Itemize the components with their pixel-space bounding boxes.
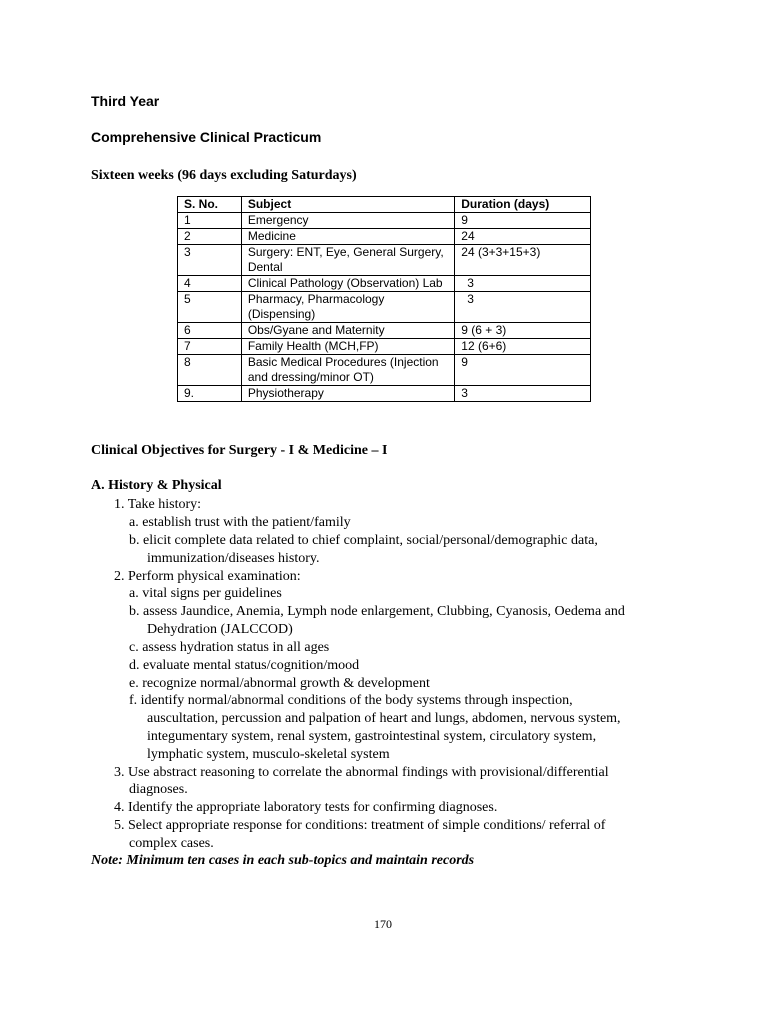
list-item: lymphatic system, musculo-skeletal system — [147, 747, 390, 762]
list-item: 2. Perform physical examination: — [114, 569, 301, 584]
list-item: f. identify normal/abnormal conditions of the body systems through inspection, — [129, 693, 573, 708]
cell-sno: 4 — [178, 276, 242, 292]
cell-duration: 9 — [455, 355, 591, 386]
cell-sno: 3 — [178, 245, 242, 276]
list-item: diagnoses. — [129, 782, 188, 797]
cell-duration: 3 — [455, 276, 591, 292]
cell-subject: Obs/Gyane and Maternity — [241, 323, 454, 339]
list-item: 5. Select appropriate response for conditions: treatment of simple conditions/ referral of — [114, 818, 606, 833]
heading-history-physical: A. History & Physical — [91, 478, 222, 493]
table-header-row — [178, 197, 591, 213]
list-item: c. assess hydration status in all ages — [129, 640, 330, 655]
list-item: a. vital signs per guidelines — [129, 586, 282, 601]
list-item: 4. Identify the appropriate laboratory tests for confirming diagnoses. — [114, 800, 498, 815]
table-row — [178, 386, 591, 402]
list-item: 3. Use abstract reasoning to correlate the abnormal findings with provisional/differential — [114, 765, 609, 780]
table-row — [178, 245, 591, 276]
cell-subject: Clinical Pathology (Observation) Lab — [241, 276, 454, 292]
cell-duration: 24 (3+3+15+3) — [455, 245, 591, 276]
list-item: auscultation, percussion and palpation of heart and lungs, abdomen, nervous system, — [147, 711, 621, 726]
list-item: b. elicit complete data related to chief complaint, social/personal/demographic data, — [129, 533, 598, 548]
cell-subject: Basic Medical Procedures (Injection and dressing/minor OT) — [241, 355, 454, 386]
note: Note: Minimum ten cases in each sub-topics and maintain records — [91, 853, 475, 868]
list-item: 1. Take history: — [114, 497, 202, 512]
cell-sno: 6 — [178, 323, 242, 339]
list-item: integumentary system, renal system, gastrointestinal system, circulatory system, — [147, 729, 597, 744]
cell-subject: Family Health (MCH,FP) — [241, 339, 454, 355]
heading-duration: Sixteen weeks (96 days excluding Saturdays) — [91, 168, 357, 183]
list-item: b. assess Jaundice, Anemia, Lymph node enlargement, Clubbing, Cyanosis, Oedema and — [129, 604, 625, 619]
cell-duration: 3 — [455, 386, 591, 402]
list-item: e. recognize normal/abnormal growth & development — [129, 676, 430, 691]
heading-third-year: Third Year — [91, 93, 160, 109]
table-row — [178, 323, 591, 339]
cell-duration: 24 — [455, 229, 591, 245]
cell-duration: 12 (6+6) — [455, 339, 591, 355]
cell-duration: 9 (6 + 3) — [455, 323, 591, 339]
cell-duration: 3 — [455, 292, 591, 323]
header-subject: Subject — [241, 197, 454, 213]
cell-sno: 9. — [178, 386, 242, 402]
list-item: Dehydration (JALCCOD) — [147, 622, 293, 637]
cell-subject: Surgery: ENT, Eye, General Surgery, Dental — [241, 245, 454, 276]
cell-sno: 1 — [178, 213, 242, 229]
header-duration: Duration (days) — [455, 197, 591, 213]
cell-subject: Pharmacy, Pharmacology (Dispensing) — [241, 292, 454, 323]
table-row — [178, 229, 591, 245]
cell-sno: 8 — [178, 355, 242, 386]
cell-sno: 5 — [178, 292, 242, 323]
table-row — [178, 213, 591, 229]
table-row — [178, 355, 591, 386]
list-item: a. establish trust with the patient/family — [129, 515, 351, 530]
table-row — [178, 292, 591, 323]
cell-subject: Emergency — [241, 213, 454, 229]
table-row — [178, 276, 591, 292]
cell-sno: 2 — [178, 229, 242, 245]
table-row — [178, 339, 591, 355]
heading-course-title: Comprehensive Clinical Practicum — [91, 129, 322, 145]
page-number: 170 — [374, 917, 392, 931]
cell-subject: Physiotherapy — [241, 386, 454, 402]
list-item: d. evaluate mental status/cognition/mood — [129, 658, 360, 673]
cell-duration: 9 — [455, 213, 591, 229]
list-item: immunization/diseases history. — [147, 551, 320, 566]
schedule-table — [177, 196, 591, 402]
heading-clinical-objectives: Clinical Objectives for Surgery - I & Medicine – I — [91, 443, 388, 458]
list-item: complex cases. — [129, 836, 214, 851]
cell-subject: Medicine — [241, 229, 454, 245]
cell-sno: 7 — [178, 339, 242, 355]
header-sno: S. No. — [178, 197, 242, 213]
